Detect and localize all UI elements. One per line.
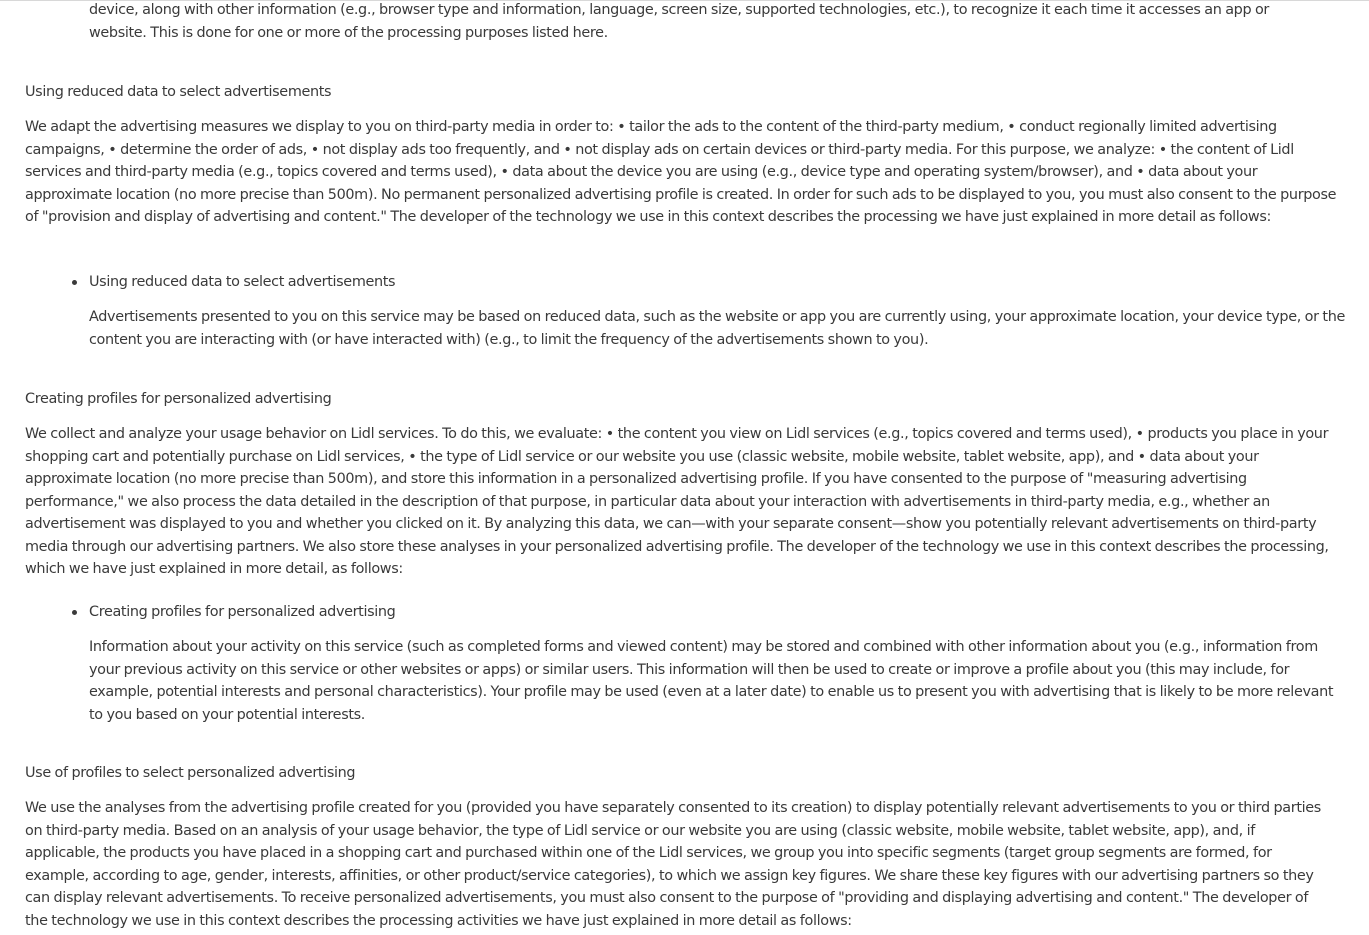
- section-body-creating-profiles: We collect and analyze your usage behavior on Lidl services. To do this, we evaluate: • the content you view on Lidl services (e.g., topics covered and terms used), • products you place in your shopping cart and potentially purchase on Lidl services, • the type of Lidl service or our website you use (classic website, mobile website, tablet website, app), and • data about your approximate location (no more precise than 500m), and store this information in a personalized advertising profile. If you have consented to the purpose of "measuring advertising performance," we also process the data detailed in the description of that purpose, in particular data about your interaction with advertisements in third-party media, e.g., whether an advertisement was displayed to you and whether you clicked on it. By analyzing this data, we can—with your separate consent—show you potentially relevant advertisements on third-party media through our advertising partners. We also store these analyses in your personalized advertising profile. The developer of the technology we use in this context describes the processing, which we have just explained in more detail, as follows:: [25, 426, 1329, 577]
- bullet-title-reduced-data: Using reduced data to select advertisements: [89, 274, 396, 290]
- bullet-icon: [72, 280, 77, 285]
- intro-paragraph: device, along with other information (e.g., browser type and information, language, screen size, supported technologies, etc.), to recognize it each time it accesses an app or website. This is done for one or more of the processing purposes listed here.: [89, 2, 1269, 41]
- section-heading-reduced-data: Using reduced data to select advertisements: [25, 84, 332, 100]
- section-heading-use-of-profiles: Use of profiles to select personalized advertising: [25, 765, 356, 781]
- section-body-use-of-profiles: We use the analyses from the advertising profile created for you (provided you have separately consented to its creation) to display potentially relevant advertisements to you or third parties on third-party media. Based on an analysis of your usage behavior, the type of Lidl service or our website you are using (classic website, mobile website, tablet website, app), and, if applicable, the products you have placed in a shopping cart and purchased within one of the Lidl services, we group you into specific segments (target group segments are formed, for example, according to age, gender, interests, affinities, or other product/service categories), to which we assign key figures. We share these key figures with our advertising partners so they can display relevant advertisements. To receive personalized advertisements, you must also consent to the purpose of "providing and displaying advertising and content." The developer of the technology we use in this context describes the processing activities we have just explained in more detail as follows:: [25, 800, 1321, 929]
- section-body-reduced-data: We adapt the advertising measures we display to you on third-party media in order to: • tailor the ads to the content of the third-party medium, • conduct regionally limited advertising campaigns, • determine the order of ads, • not display ads too frequently, and • not display ads on certain devices or third-party media. For this purpose, we analyze: • the content of Lidl services and third-party media (e.g., topics covered and terms used), • data about the device you are using (e.g., device type and operating system/browser), and • data about your approximate location (no more precise than 500m). No permanent personalized advertising profile is created. In order for such ads to be displayed to you, you must also consent to the purpose of "provision and display of advertising and content." The developer of the technology we use in this context describes the processing we have just explained in more detail as follows:: [25, 119, 1337, 225]
- bullet-description-reduced-data: Advertisements presented to you on this service may be based on reduced data, such as the website or app you are currently using, your approximate location, your device type, or the content you are interacting with (or have interacted with) (e.g., to limit the frequency of the advertisements shown to you).: [89, 309, 1345, 348]
- section-heading-creating-profiles: Creating profiles for personalized advertising: [25, 391, 332, 407]
- bullet-title-creating-profiles: Creating profiles for personalized advertising: [89, 604, 396, 620]
- bullet-description-creating-profiles: Information about your activity on this service (such as completed forms and viewed content) may be stored and combined with other information about you (e.g., information from your previous activity on this service or other websites or apps) or similar users. This information will then be used to create or improve a profile about you (this may include, for example, potential interests and personal characteristics). Your profile may be used (even at a later date) to enable us to present you with advertising that is likely to be more relevant to you based on your potential interests.: [89, 639, 1334, 723]
- bullet-icon: [72, 610, 77, 615]
